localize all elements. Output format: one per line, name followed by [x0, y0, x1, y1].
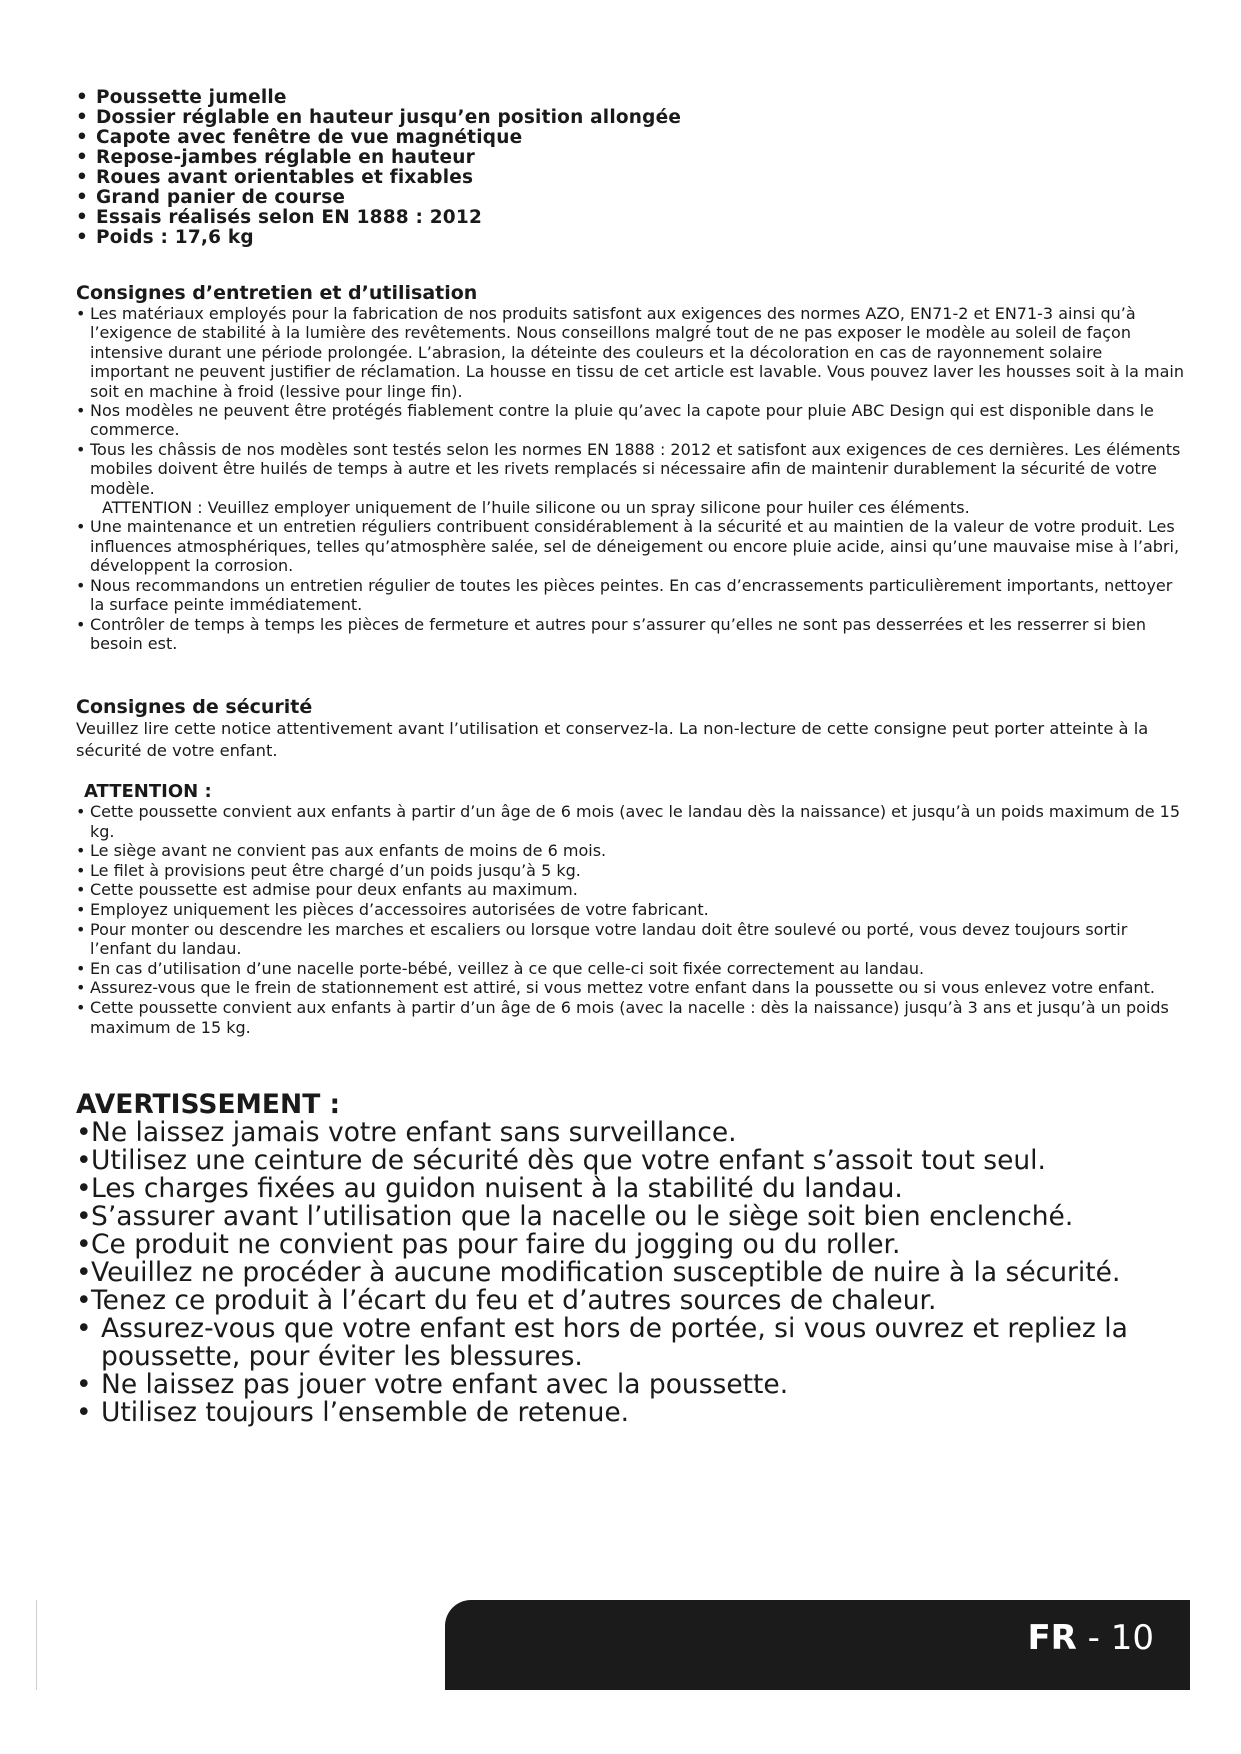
- feature-item: • Repose-jambes réglable en hauteur: [76, 148, 1186, 168]
- attention-item: • Assurez-vous que le frein de stationnement est attiré, si vous mettez votre enfant dans la poussette ou si vous enlevez votre enfant.: [76, 978, 1186, 998]
- care-item: • Contrôler de temps à temps les pièces de fermeture et autres pour s’assurer qu’elles ne sont pas desserrées et les resserrer si bien besoin est.: [76, 615, 1186, 654]
- warning-list: [76, 1119, 1186, 1427]
- care-section: [76, 282, 1186, 653]
- warning-item: • Ce produit ne convient pas pour faire du jogging ou du roller.: [76, 1231, 1186, 1259]
- attention-list: [76, 802, 1186, 1037]
- safety-title: Consignes de sécurité: [76, 696, 313, 718]
- warning-item: • S’assurer avant l’utilisation que la nacelle ou le siège soit bien enclenché.: [76, 1203, 1186, 1231]
- safety-section: [76, 696, 1186, 762]
- care-item: • Les matériaux employés pour la fabrication de nos produits satisfont aux exigences des normes AZO, EN71-2 et EN71-3 ainsi qu’à l’exigence de stabilité à la lumière des revêtements. Nous conseillons malgré tout de ne pas exposer le modèle au soleil de façon intensive durant une période prolongée. L’abrasion, la déteinte des couleurs et la décoloration en cas de rayonnement solaire important ne peuvent justifier de réclamation. La housse en tissu de cet article est lavable. Vous pouvez laver les housses soit à la main soit en machine à froid (lessive pour linge fin).: [76, 304, 1186, 401]
- safety-text: Veuillez lire cette notice attentivement avant l’utilisation et conservez-la. La non-lecture de cette consigne peut porter atteinte à la sécurité de votre enfant.: [76, 719, 1149, 760]
- page-number-value: 10: [1110, 1618, 1154, 1658]
- warning-item: • Ne laissez pas jouer votre enfant avec la poussette.: [76, 1371, 1186, 1399]
- feature-list: [76, 88, 1186, 248]
- feature-item: • Roues avant orientables et fixables: [76, 168, 1186, 188]
- care-title: Consignes d’entretien et d’utilisation: [76, 282, 478, 304]
- attention-item: • Cette poussette convient aux enfants à partir d’un âge de 6 mois (avec la nacelle : dès la naissance) jusqu’à 3 ans et jusqu’à un poids maximum de 15 kg.: [76, 998, 1186, 1037]
- attention-item: • Le siège avant ne convient pas aux enfants de moins de 6 mois.: [76, 841, 1186, 861]
- warning-item: • Utilisez toujours l’ensemble de retenue.: [76, 1399, 1186, 1427]
- warning-item: • Veuillez ne procéder à aucune modification susceptible de nuire à la sécurité.: [76, 1259, 1186, 1287]
- attention-section: [76, 782, 1186, 1037]
- feature-item: • Poussette jumelle: [76, 88, 1186, 108]
- attention-item: • Employez uniquement les pièces d’accessoires autorisées de votre fabricant.: [76, 900, 1186, 920]
- attention-item: • En cas d’utilisation d’une nacelle porte-bébé, veillez à ce que celle-ci soit fixée correctement au landau.: [76, 959, 1186, 979]
- feature-item: • Essais réalisés selon EN 1888 : 2012: [76, 208, 1186, 228]
- attention-item: • Cette poussette est admise pour deux enfants au maximum.: [76, 880, 1186, 900]
- warning-item: • Tenez ce produit à l’écart du feu et d’autres sources de chaleur.: [76, 1287, 1186, 1315]
- margin-rule: [36, 1600, 37, 1690]
- page-number: [1027, 1618, 1154, 1658]
- feature-item: • Poids : 17,6 kg: [76, 228, 1186, 248]
- feature-item: • Grand panier de course: [76, 188, 1186, 208]
- attention-item: • Le filet à provisions peut être chargé d’un poids jusqu’à 5 kg.: [76, 861, 1186, 881]
- care-item: • Tous les châssis de nos modèles sont testés selon les normes EN 1888 : 2012 et satisfont aux exigences de ces dernières. Les éléments mobiles doivent être huilés de temps à autre et les rivets remplacés si nécessaire afin de maintenir durablement la sécurité de votre modèle.: [76, 440, 1186, 498]
- attention-item: • Cette poussette convient aux enfants à partir d’un âge de 6 mois (avec le landau dès la naissance) et jusqu’à un poids maximum de 15 kg.: [76, 802, 1186, 841]
- care-item: • Nous recommandons un entretien régulier de toutes les pièces peintes. En cas d’encrassements particulièrement importants, nettoyer la surface peinte immédiatement.: [76, 576, 1186, 615]
- care-item: • Nos modèles ne peuvent être protégés fiablement contre la pluie qu’avec la capote pour pluie ABC Design qui est disponible dans le commerce.: [76, 401, 1186, 440]
- care-item: • Une maintenance et un entretien réguliers contribuent considérablement à la sécurité et au maintien de la valeur de votre produit. Les influences atmosphériques, telles qu’atmosphère salée, sel de déneigement ou encore pluie acide, ainsi qu’une mauvaise mise à l’abri, développent la corrosion.: [76, 517, 1186, 575]
- attention-title: ATTENTION :: [84, 781, 212, 802]
- care-list: [76, 304, 1186, 653]
- page-separator: -: [1076, 1618, 1111, 1658]
- language-code: FR: [1027, 1618, 1077, 1658]
- warning-section: [76, 1091, 1186, 1427]
- warning-item: • Utilisez une ceinture de sécurité dès que votre enfant s’assoit tout seul.: [76, 1147, 1186, 1175]
- page-footer-tab: [445, 1600, 1190, 1690]
- warning-item: • Ne laissez jamais votre enfant sans surveillance.: [76, 1119, 1186, 1147]
- warning-title: AVERTISSEMENT :: [76, 1089, 341, 1120]
- feature-item: • Dossier réglable en hauteur jusqu’en position allongée: [76, 108, 1186, 128]
- feature-item: • Capote avec fenêtre de vue magnétique: [76, 128, 1186, 148]
- warning-item: • Assurez-vous que votre enfant est hors de portée, si vous ouvrez et repliez la poussette, pour éviter les blessures.: [76, 1315, 1186, 1371]
- attention-item: • Pour monter ou descendre les marches et escaliers ou lorsque votre landau doit être soulevé ou porté, vous devez toujours sortir l’enfant du landau.: [76, 920, 1186, 959]
- care-attention-note: ATTENTION : Veuillez employer uniquement de l’huile silicone ou un spray silicone pour huiler ces éléments.: [102, 498, 970, 518]
- warning-item: • Les charges fixées au guidon nuisent à la stabilité du landau.: [76, 1175, 1186, 1203]
